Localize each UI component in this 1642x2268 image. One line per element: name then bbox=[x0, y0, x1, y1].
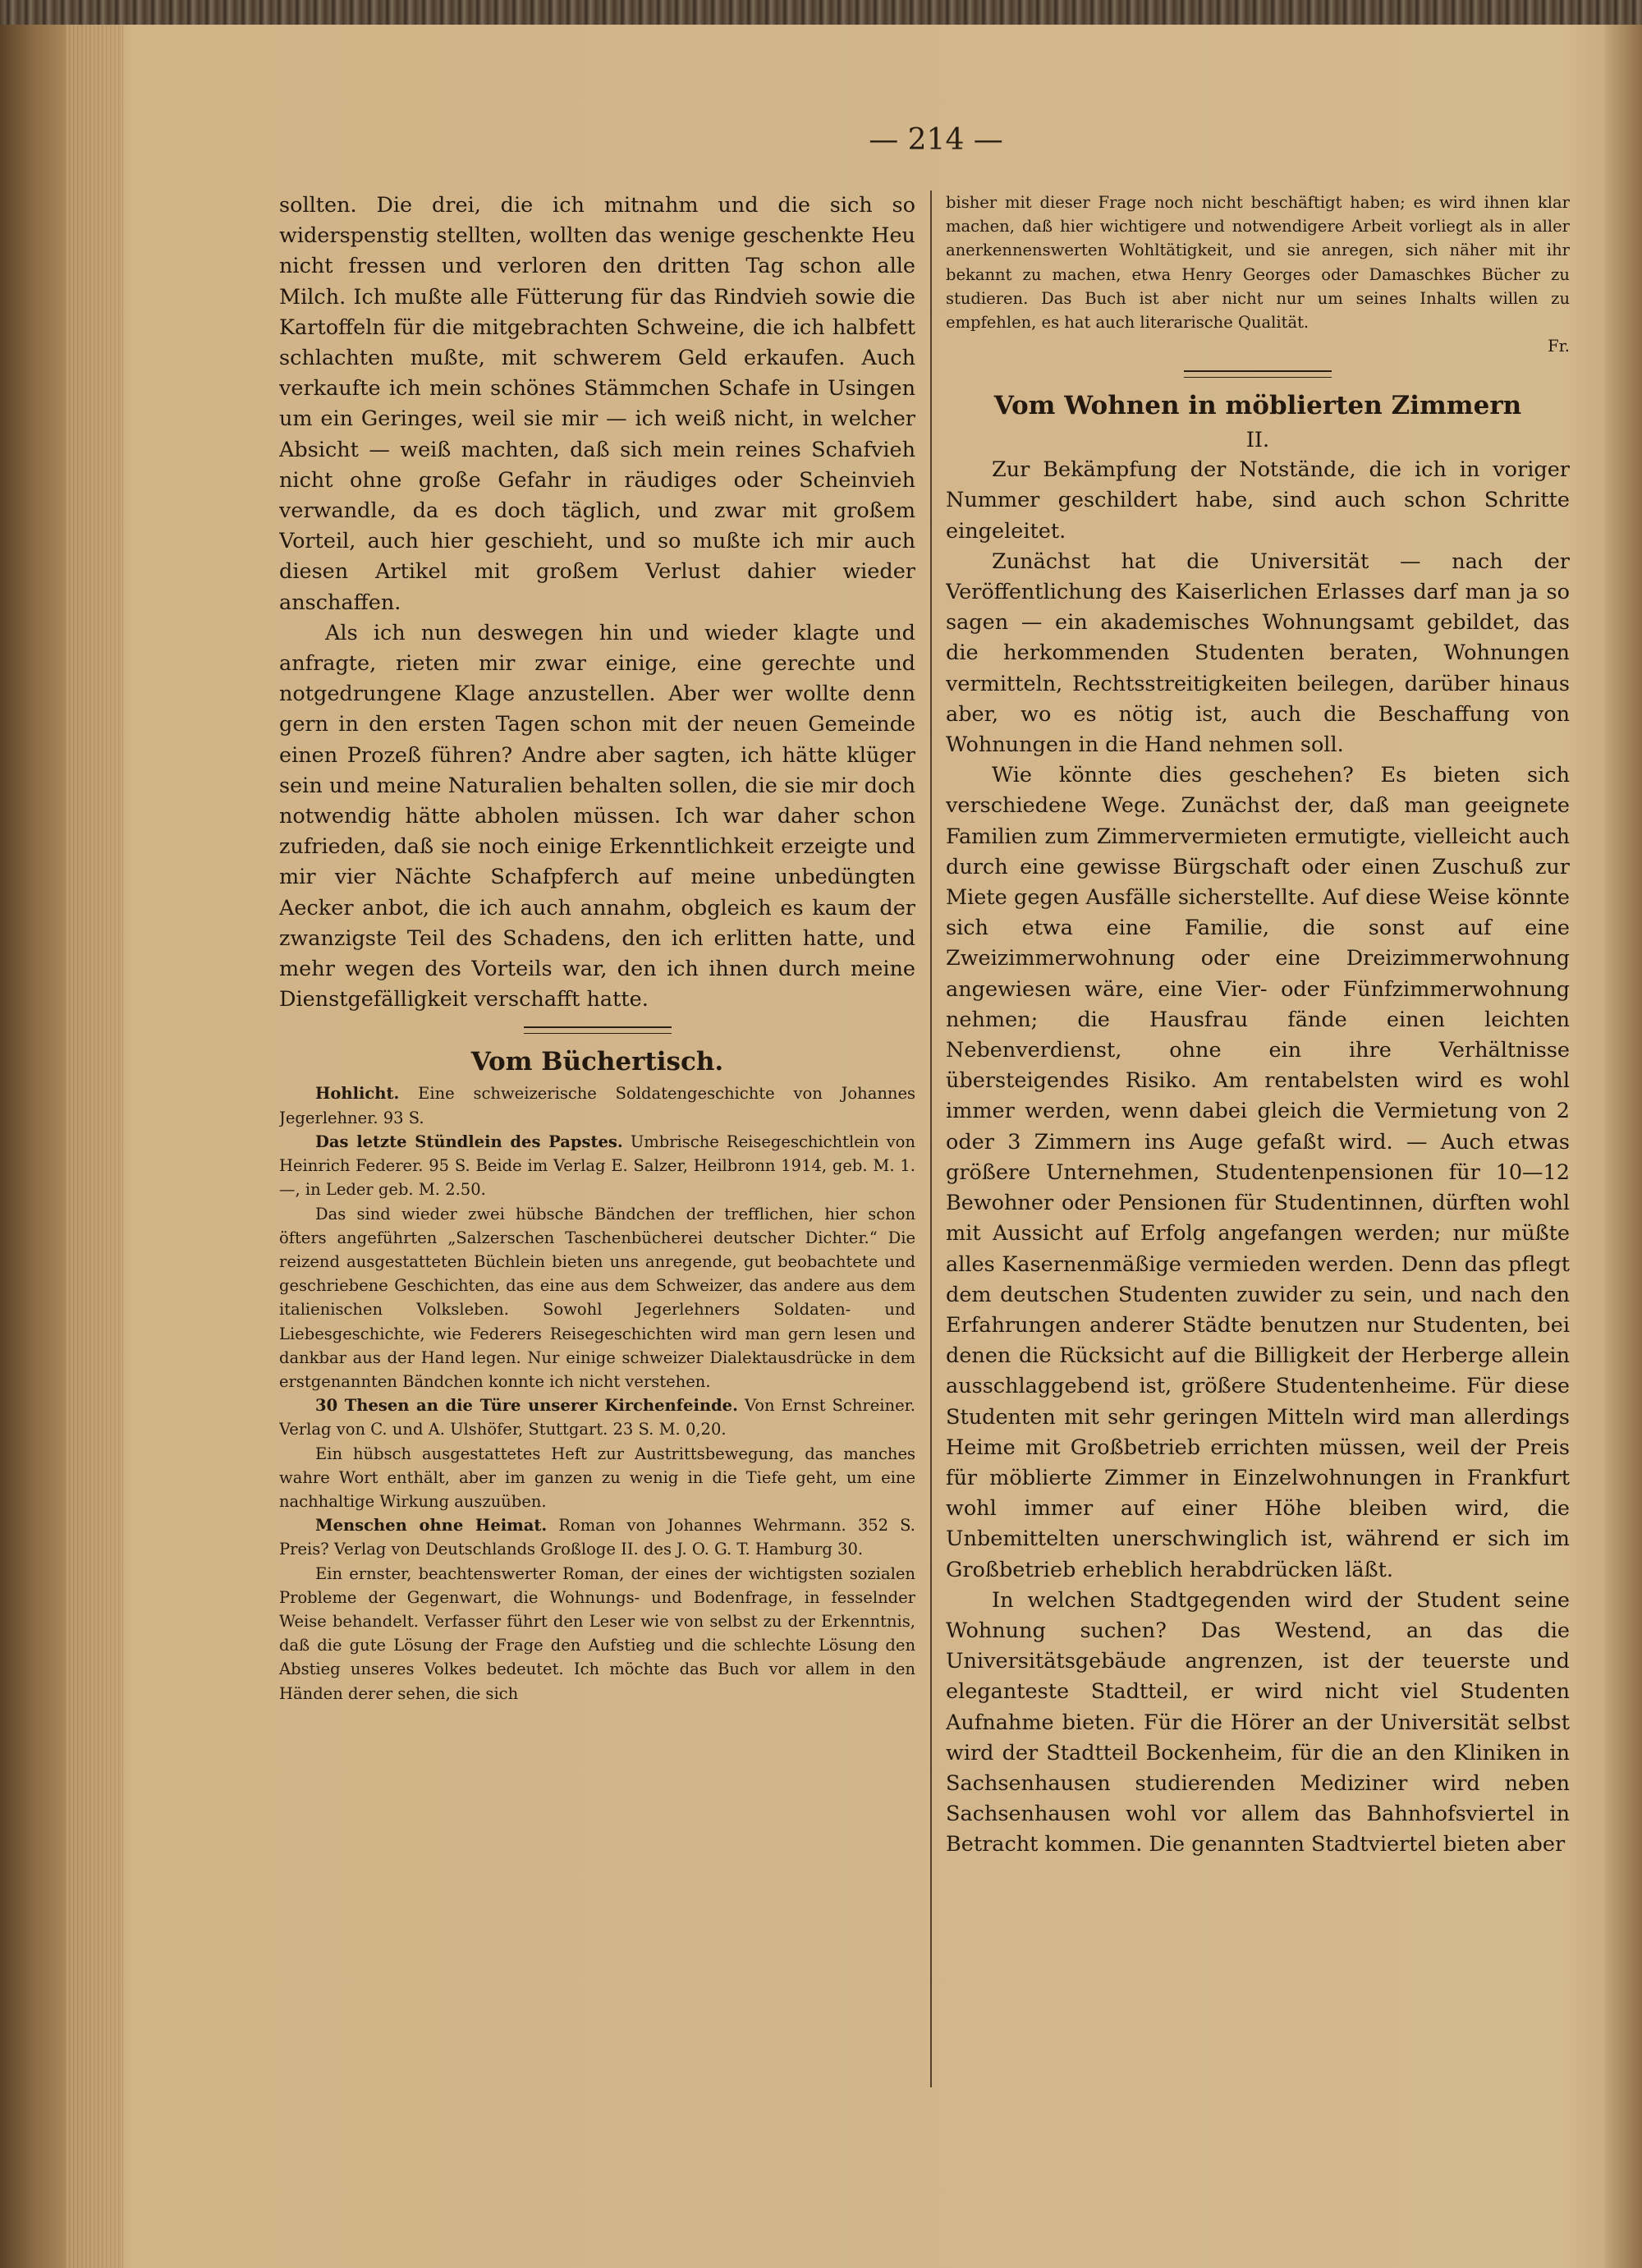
section-rule bbox=[1184, 370, 1332, 378]
book-title: 30 Thesen an die Türe unserer Kirchenfeinde. bbox=[315, 1396, 738, 1416]
body-paragraph: Zunächst hat die Universität — nach der Veröffentlichung des Kaiserlichen Erlasses darf man ja so sagen — ein akademisches Wohnungsamt gebildet, das die herkommenden Studenten beraten, Wohnungen vermitteln, Rechtsstreitigkeiten beilegen, darüber hinaus aber, wo es nötig ist, auch die Beschaffung von Wohnungen in die Hand nehmen soll. bbox=[946, 549, 1570, 758]
book-entry bbox=[279, 1130, 915, 1202]
column-divider bbox=[930, 191, 932, 2087]
article-part-number: II. bbox=[1245, 428, 1270, 453]
book-citation: Von Ernst Schreiner. Verlag von C. und A. Ulshöfer, Stuttgart. 23 S. M. 0,20. bbox=[279, 1396, 915, 1439]
book-review: Ein hübsch ausgestattetes Heft zur Austrittsbewegung, das manches wahre Wort enthält, aber im ganzen zu wenig in die Tiefe geht, um eine nachhaltige Wirkung auszuüben. bbox=[279, 1444, 915, 1511]
body-paragraph: Als ich nun deswegen hin und wieder klagte und anfragte, rieten mir zwar einige, eine gerechte und notgedrungene Klage anzustellen. Aber wer wollte denn gern in den ersten Tagen schon mit der neuen Gemeinde einen Prozeß führen? Andre aber sagten, ich hätte klüger sein und meine Naturalien behalten sollen, die sie mir doch notwendig hätte abholen müssen. Ich war daher schon zufrieden, daß sie noch einige Erkenntlichkeit erzeigte und mir vier Nächte Schafpferch auf meine unbedüngten Aecker anbot, die ich auch annahm, obgleich es kaum der zwanzigste Teil des Schadens, den ich erlitten hatte, und mehr wegen des Vorteils war, den ich ihnen durch meine Dienstgefälligkeit verschafft hatte. bbox=[279, 620, 915, 1012]
book-entry bbox=[279, 1081, 915, 1129]
book-review-continued: bisher mit dieser Frage noch nicht beschäftigt haben; es wird ihnen klar machen, daß hier wichtigere und notwendigere Arbeit vorliegt als in aller anerkennenswerten Wohltätigkeit, und sie anregen, sich näher mit ihr bekannt zu machen, etwa Henry Georges oder Damaschkes Bücher zu studieren. Das Buch ist aber nicht nur um seines Inhalts willen zu empfehlen, es hat auch literarische Qualität. bbox=[946, 193, 1570, 333]
book-entry bbox=[279, 1393, 915, 1441]
review-signature: Fr. bbox=[1548, 337, 1570, 356]
body-paragraph: Zur Bekämpfung der Notstände, die ich in voriger Nummer geschildert habe, sind auch schon Schritte eingeleitet. bbox=[946, 457, 1570, 544]
body-paragraph: Wie könnte dies geschehen? Es bieten sich verschiedene Wege. Zunächst der, daß man geeignete Familien zum Zimmervermieten ermutigte, vielleicht auch durch eine gewisse Bürgschaft oder einen Zuschuß zur Miete gegen Ausfälle sicherstellte. Auf diese Weise könnte sich etwa eine Familie, die sonst auf eine Zweizimmerwohnung oder eine Dreizimmerwohnung angewiesen wäre, eine Vier- oder Fünfzimmerwohnung nehmen; die Hausfrau fände einen leichten Nebenverdienst, ohne ein ihre Verhältnisse übersteigendes Risiko. Am rentabelsten wird es wohl immer werden, wenn dabei gleich die Vermietung von 2 oder 3 Zimmern ins Auge gefaßt wird. — Auch etwas größere Unternehmen, Studentenpensionen für 10—12 Bewohner oder Pensionen für Studentinnen, dürften wohl mit Aussicht auf Erfolg angefangen werden; nur müßte alles Kasernenmäßige vermieden werden. Denn das pflegt dem deutschen Studenten zuwider zu sein, und nach den Erfahrungen anderer Städte benutzen nur Studenten, bei denen die Rücksicht auf die Billigkeit der Herberge allein ausschlaggebend ist, größere Studentenheime. Für diese Studenten mit sehr geringen Mitteln wird man allerdings Heime mit Großbetrieb errichten müssen, weil der Preis für möblierte Zimmer in Einzelwohnungen in Frankfurt wohl immer auf einer Höhe bleiben wird, die Unbemittelten unerschwinglich ist, während er sich im Großbetrieb erheblich herabdrücken läßt. bbox=[946, 763, 1570, 1582]
book-citation: Roman von Johannes Wehrmann. 352 S. Preis? Verlag von Deutschlands Großloge II. des J. O. G. T. Hamburg 30. bbox=[279, 1516, 915, 1559]
book-entry bbox=[279, 1513, 915, 1561]
section-rule bbox=[524, 1026, 672, 1034]
book-title: Menschen ohne Heimat. bbox=[315, 1516, 548, 1536]
book-citation: Umbrische Reisegeschichtlein von Heinrich Federer. 95 S. Beide im Verlag E. Salzer, Heilbronn 1914, geb. M. 1.—, in Leder geb. M. 2.50. bbox=[279, 1132, 915, 1200]
right-column bbox=[946, 191, 1570, 2104]
book-title: Das letzte Stündlein des Papstes. bbox=[315, 1132, 623, 1151]
page-number: — 214 — bbox=[869, 123, 1003, 157]
section-heading-buechertisch: Vom Büchertisch. bbox=[470, 1047, 724, 1077]
page-right-edge bbox=[1605, 25, 1642, 2268]
article-heading: Vom Wohnen in möblierten Zimmern bbox=[993, 391, 1522, 421]
book-title: Hohlicht. bbox=[315, 1084, 400, 1104]
body-paragraph: In welchen Stadtgegenden wird der Student seine Wohnung suchen? Das Westend, an das die Universitätsgebäude angrenzen, ist der teuerste und eleganteste Stadtteil, er wird nicht viel Studenten Aufnahme bieten. Für die Hörer an der Universität selbst wird der Stadtteil Bockenheim, für die an den Kliniken in Sachsenhausen studierenden Mediziner wird neben Sachsenhausen wohl vor allem das Bahnhofsviertel in Betracht kommen. Die genannten Stadtviertel bieten aber bbox=[946, 1587, 1570, 1857]
book-citation: Eine schweizerische Soldatengeschichte von Johannes Jegerlehner. 93 S. bbox=[279, 1084, 915, 1127]
page-stack-edge bbox=[66, 25, 123, 2268]
body-paragraph: sollten. Die drei, die ich mitnahm und die sich so widerspenstig stellten, wollten das wenige geschenkte Heu nicht fressen und verloren den dritten Tag schon alle Milch. Ich mußte alle Fütterung für das Rindvieh sowie die Kartoffeln für die mitgebrachten Schweine, die ich halbfett schlachten mußte, mit schwerem Geld erkaufen. Auch verkaufte ich mein schönes Stämmchen Schafe in Usingen um ein Geringes, weil sie mir — ich weiß nicht, in welcher Absicht — weiß machten, daß sich mein reines Schafvieh nicht ohne große Gefahr in räudiges oder Scheinvieh verwandle, da es doch täglich, und zwar mit großem Vorteil, auch hier geschieht, und so mußte ich mir auch diesen Artikel mit großem Verlust dahier wieder anschaffen. bbox=[279, 193, 915, 615]
book-review: Ein ernster, beachtenswerter Roman, der eines der wichtigsten sozialen Probleme der Gegenwart, die Wohnungs- und Bodenfrage, in fesselnder Weise behandelt. Verfasser führt den Leser wie von selbst zu der Erkenntnis, daß die gute Lösung der Frage den Aufstieg und die schlechte Lösung den Abstieg unseres Volkes bedeutet. Ich möchte das Buch vor allem in den Händen derer sehen, die sich bbox=[279, 1563, 915, 1703]
left-column bbox=[279, 191, 915, 2104]
book-review: Das sind wieder zwei hübsche Bändchen der trefflichen, hier schon öfters angeführten „Salzerschen Taschenbücherei deutscher Dichter.“ Die reizend ausgestatteten Büchlein bieten uns anregende, gut beobachtete und geschriebene Geschichten, das eine aus dem Schweizer, das andere aus dem italienischen Volksleben. Sowohl Jegerlehners Soldaten- und Liebesgeschichte, wie Federers Reisegeschichten wird man gern lesen und dankbar aus der Hand legen. Nur einige schweizer Dialektausdrücke in dem erstgenannten Bändchen konnte ich nicht verstehen. bbox=[279, 1204, 915, 1391]
book-spine-strip bbox=[0, 0, 1642, 25]
